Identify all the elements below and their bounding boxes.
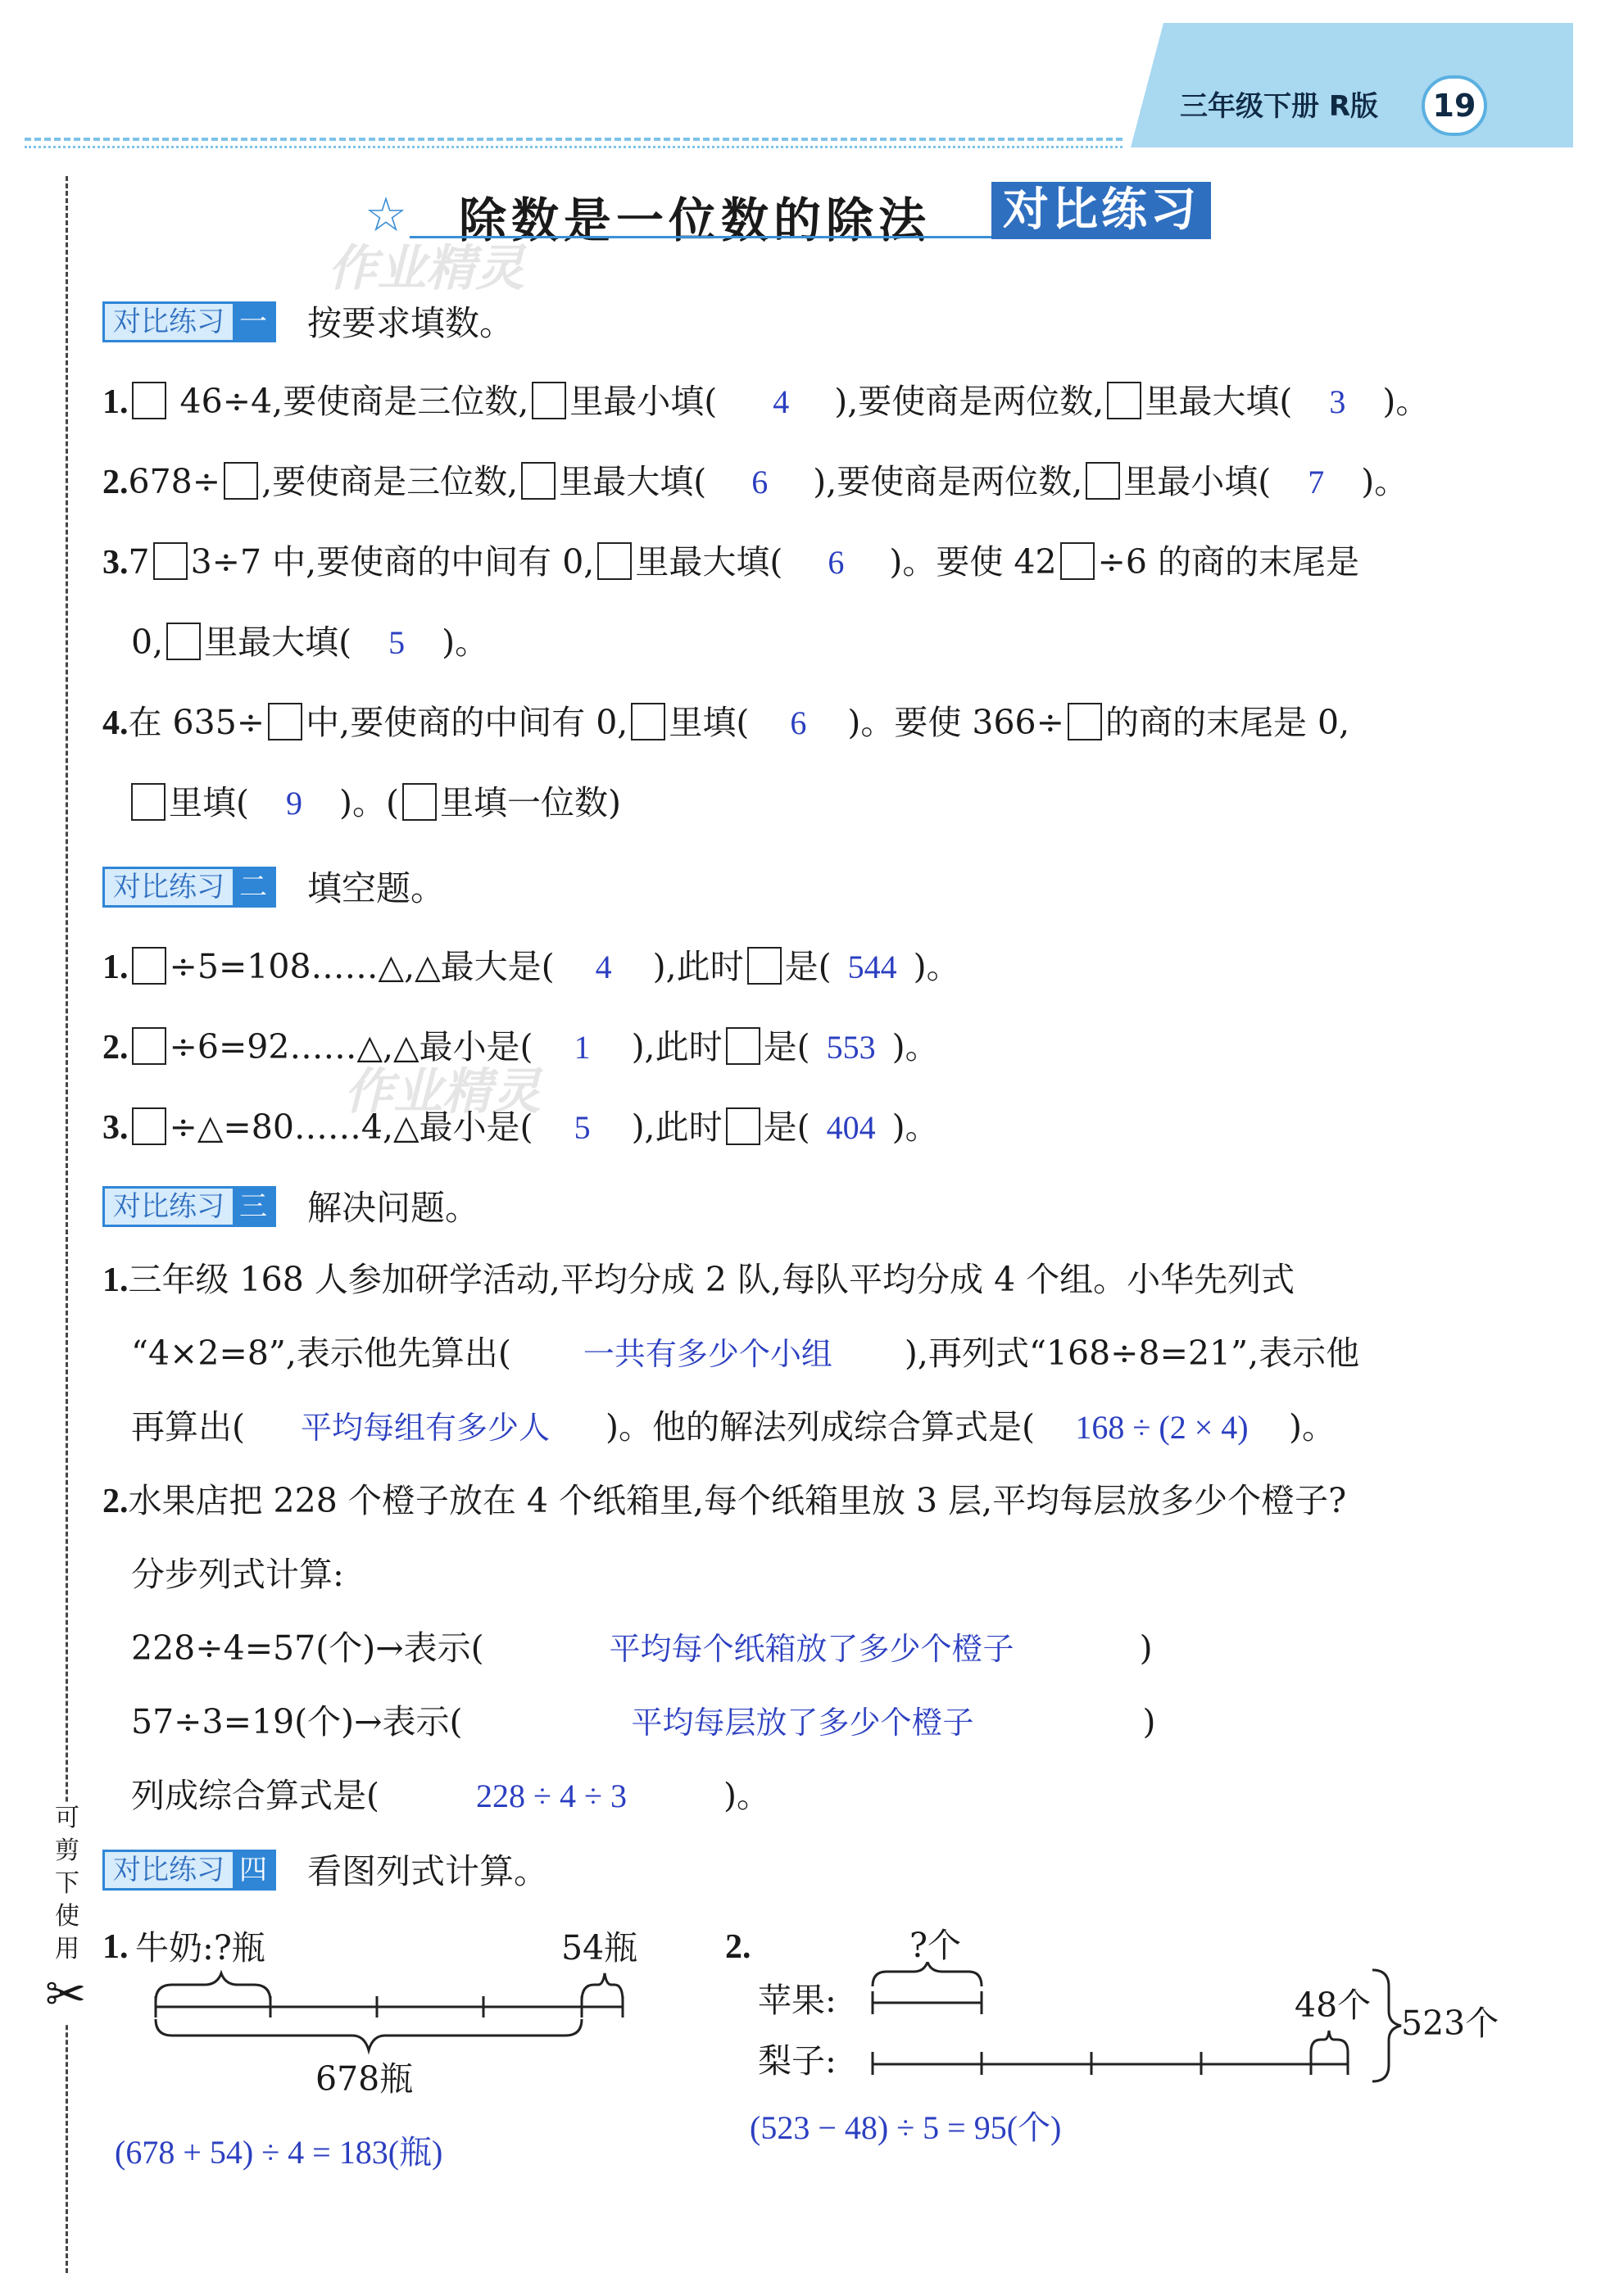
header-divider	[25, 138, 1123, 141]
question-text: 57÷3=19(个)→表示(	[131, 1702, 463, 1741]
question-text: )。他的解法列成综合算式是(	[605, 1407, 1035, 1447]
section-tag-label: 对比练习	[105, 1189, 233, 1225]
question-2-3	[102, 1103, 939, 1153]
answer: 228 ÷ 4 ÷ 3	[476, 1777, 627, 1814]
pear-label: 梨子:	[758, 2041, 837, 2081]
question-text: ),要使商是两位数,	[813, 462, 1083, 501]
question-text: )。	[913, 947, 960, 986]
question-text: 里最大填(	[635, 542, 783, 582]
question-text: )	[1139, 1628, 1153, 1668]
question-text: )	[1142, 1702, 1156, 1741]
answer-box	[402, 783, 437, 821]
answer-box	[131, 783, 166, 821]
question-text: “4×2=8”,表示他先算出(	[131, 1334, 511, 1373]
question-3-2-line3	[131, 1624, 1153, 1673]
section-title: 看图列式计算。	[307, 1851, 549, 1891]
question-3-2-line4	[131, 1697, 1155, 1747]
answer: 168 ÷ (2 × 4)	[1075, 1409, 1249, 1446]
section-tag-label: 对比练习	[105, 1852, 233, 1888]
extra-label: 48个	[1295, 1986, 1372, 2025]
section-tag-label: 对比练习	[105, 869, 233, 905]
question-text: ),此时	[631, 1027, 723, 1066]
answer-box	[132, 382, 166, 419]
answer-box	[1107, 382, 1141, 419]
question-3-1-line2	[131, 1329, 1359, 1379]
answer-box	[532, 382, 566, 419]
question-text: ),再列式“168÷8=21”,表示他	[904, 1334, 1360, 1373]
answer: 4	[773, 383, 790, 420]
section-title: 按要求填数。	[307, 303, 515, 343]
answer-box	[224, 462, 258, 500]
answer: 一共有多少个小组	[583, 1336, 832, 1372]
section-tag-number: 二	[233, 869, 274, 905]
page-number: 19	[1422, 75, 1487, 136]
question-number: 2.	[102, 1483, 129, 1520]
question-text: ÷6=92……△,△最小是(	[169, 1027, 533, 1066]
answer-box	[132, 1027, 166, 1065]
answer: 9	[286, 785, 302, 822]
question-text: ÷△=80……4,△最小是(	[169, 1107, 533, 1147]
question-text: ),此时	[652, 947, 744, 986]
question-number: 3.	[102, 1109, 129, 1147]
question-text: 的商的末尾是 0,	[1104, 703, 1350, 742]
question-text: 里最小填(	[1123, 462, 1272, 501]
diagram-number: 1.	[102, 1928, 129, 1966]
question-text: 0,	[131, 623, 164, 662]
section-tag-number: 一	[233, 304, 274, 340]
answer-box	[132, 947, 166, 985]
answer-box	[726, 1027, 760, 1065]
section-tag-label: 对比练习	[105, 304, 233, 340]
question-text: )。	[442, 623, 489, 662]
diagram-total-label: 678瓶	[315, 2059, 414, 2099]
question-text: 里最大填(	[559, 462, 707, 501]
diagram-answer: (678 + 54) ÷ 4 = 183(瓶)	[115, 2134, 443, 2171]
answer: 544	[847, 949, 897, 985]
question-text: 是(	[763, 1107, 810, 1147]
question-text: 里填(	[669, 703, 750, 742]
question-number: 1.	[102, 949, 129, 986]
question-text: )。要使 366÷	[847, 703, 1064, 742]
star-icon: ☆	[365, 187, 407, 242]
question-text: 里最大填(	[204, 623, 352, 662]
question-1-3-cont	[131, 618, 488, 668]
answer: 553	[826, 1029, 876, 1066]
diagram-right-label: 54瓶	[561, 1928, 638, 1968]
answer-box	[1060, 542, 1095, 580]
section-tag-number: 四	[233, 1852, 274, 1888]
question-text: 里填一位数)	[440, 783, 621, 822]
diagram-answer: (523 − 48) ÷ 5 = 95(个)	[750, 2109, 1062, 2146]
question-2-1	[102, 942, 960, 992]
question-1-4	[102, 698, 1349, 748]
answer-box	[1068, 703, 1102, 740]
answer-box	[631, 703, 665, 740]
question-text: ÷5=108……△,△最大是(	[169, 947, 555, 986]
question-3-1-line3	[131, 1402, 1336, 1452]
question-2-2	[102, 1022, 939, 1072]
answer-box	[747, 947, 782, 985]
question-number: 2.	[102, 464, 129, 501]
question-text: 水果店把 228 个橙子放在 4 个纸箱里,每个纸箱里放 3 层,平均每层放多少个橙子?	[128, 1481, 1347, 1520]
page-title: 除数是一位数的除法	[459, 192, 932, 248]
title-badge: 对比练习	[991, 182, 1211, 239]
scissors-icon: ✂	[45, 1966, 87, 2023]
answer-box	[1086, 462, 1120, 500]
answer: 6	[790, 704, 807, 741]
answer: 平均每层放了多少个橙子	[631, 1705, 974, 1741]
answer: 1	[574, 1029, 591, 1066]
answer: 4	[595, 949, 612, 985]
section-tag-3	[102, 1186, 276, 1227]
question-text: 678÷	[128, 462, 221, 501]
question-number: 2.	[102, 1029, 129, 1066]
watermark: 作业精灵	[344, 1063, 541, 1121]
question-1-3	[102, 537, 1359, 587]
question-text: 里最小填(	[569, 382, 718, 421]
question-text: )。要使 42	[889, 542, 1057, 582]
question-number: 1.	[102, 383, 129, 421]
question-text: )。	[723, 1776, 770, 1815]
question-text: ,要使商是三位数,	[261, 462, 519, 501]
answer: 平均每个纸箱放了多少个橙子	[609, 1631, 1014, 1667]
question-text: 3÷7 中,要使商的中间有 0,	[190, 542, 595, 582]
question-text: 列成综合算式是(	[131, 1776, 379, 1815]
answer-box	[521, 462, 556, 500]
fruit-line-diagram	[869, 1962, 1409, 2085]
question-text: )。(	[339, 783, 399, 822]
question-3-2-line1	[102, 1476, 1346, 1526]
answer: 6	[751, 464, 769, 500]
watermark: 作业精灵	[328, 240, 524, 297]
diagram-label: 牛奶:?瓶	[135, 1928, 265, 1968]
answer-box	[153, 542, 188, 580]
answer: 7	[1308, 464, 1325, 500]
question-1-2	[102, 457, 1408, 507]
question-text: 里最大填(	[1145, 382, 1293, 421]
section-tag-4	[102, 1850, 276, 1891]
answer: 404	[826, 1109, 876, 1146]
answer-box	[166, 623, 201, 660]
question-text: )。	[1289, 1407, 1336, 1447]
question-text: 7	[128, 542, 150, 582]
question-text: ),要使商是两位数,	[834, 382, 1104, 421]
section-title: 填空题。	[307, 868, 446, 908]
question-text: 中,要使商的中间有 0,	[306, 703, 628, 742]
question-3-1-line1	[102, 1255, 1295, 1305]
question-text: 46÷4,要使商是三位数,	[179, 382, 529, 421]
total-label: 523个	[1401, 2004, 1499, 2043]
section-tag-2	[102, 867, 276, 908]
answer-box	[726, 1107, 760, 1145]
question-text: 三年级 168 人参加研学活动,平均分成 2 队,每队平均分成 4 个组。小华先列式	[128, 1260, 1295, 1299]
answer: 5	[388, 624, 406, 661]
question-1-4-cont	[131, 778, 621, 828]
question-text: 再算出(	[131, 1407, 245, 1447]
grade-label: 三年级下册 R版	[1180, 90, 1379, 123]
diagram-top-label: ?个	[909, 1926, 961, 1965]
apple-label: 苹果:	[758, 1981, 837, 2020]
section-title: 解决问题。	[307, 1188, 480, 1228]
question-text: )。	[891, 1107, 939, 1147]
question-text: ÷6 的商的末尾是	[1097, 542, 1360, 582]
section-tag-1	[102, 301, 276, 342]
question-3-2-line5	[131, 1771, 770, 1821]
answer-box	[132, 1107, 166, 1145]
question-text: ),此时	[631, 1107, 723, 1147]
answer: 3	[1329, 383, 1346, 420]
question-text: 是(	[784, 947, 832, 986]
header-divider-dots	[25, 146, 1123, 148]
question-text: 228÷4=57(个)→表示(	[131, 1628, 484, 1668]
question-3-2-line2: 分步列式计算:	[131, 1555, 344, 1594]
question-number: 1.	[102, 1261, 129, 1299]
answer: 平均每组有多少人	[300, 1410, 550, 1446]
question-number: 4.	[102, 704, 129, 742]
question-number: 3.	[102, 544, 129, 582]
question-text: 在 635÷	[128, 703, 265, 742]
diagram-number: 2.	[725, 1928, 751, 1966]
answer-box	[597, 542, 632, 580]
question-1-1	[102, 377, 1429, 427]
answer: 5	[574, 1109, 591, 1146]
question-text: 里填(	[169, 783, 249, 822]
answer: 6	[828, 544, 845, 581]
question-text: )。	[1382, 382, 1430, 421]
question-text: 是(	[763, 1027, 810, 1066]
question-text: )。	[891, 1027, 939, 1066]
section-tag-number: 三	[233, 1189, 274, 1225]
answer-box	[268, 703, 302, 740]
cut-note: 可剪下使用	[51, 1802, 84, 1966]
question-text: )。	[1361, 462, 1408, 501]
